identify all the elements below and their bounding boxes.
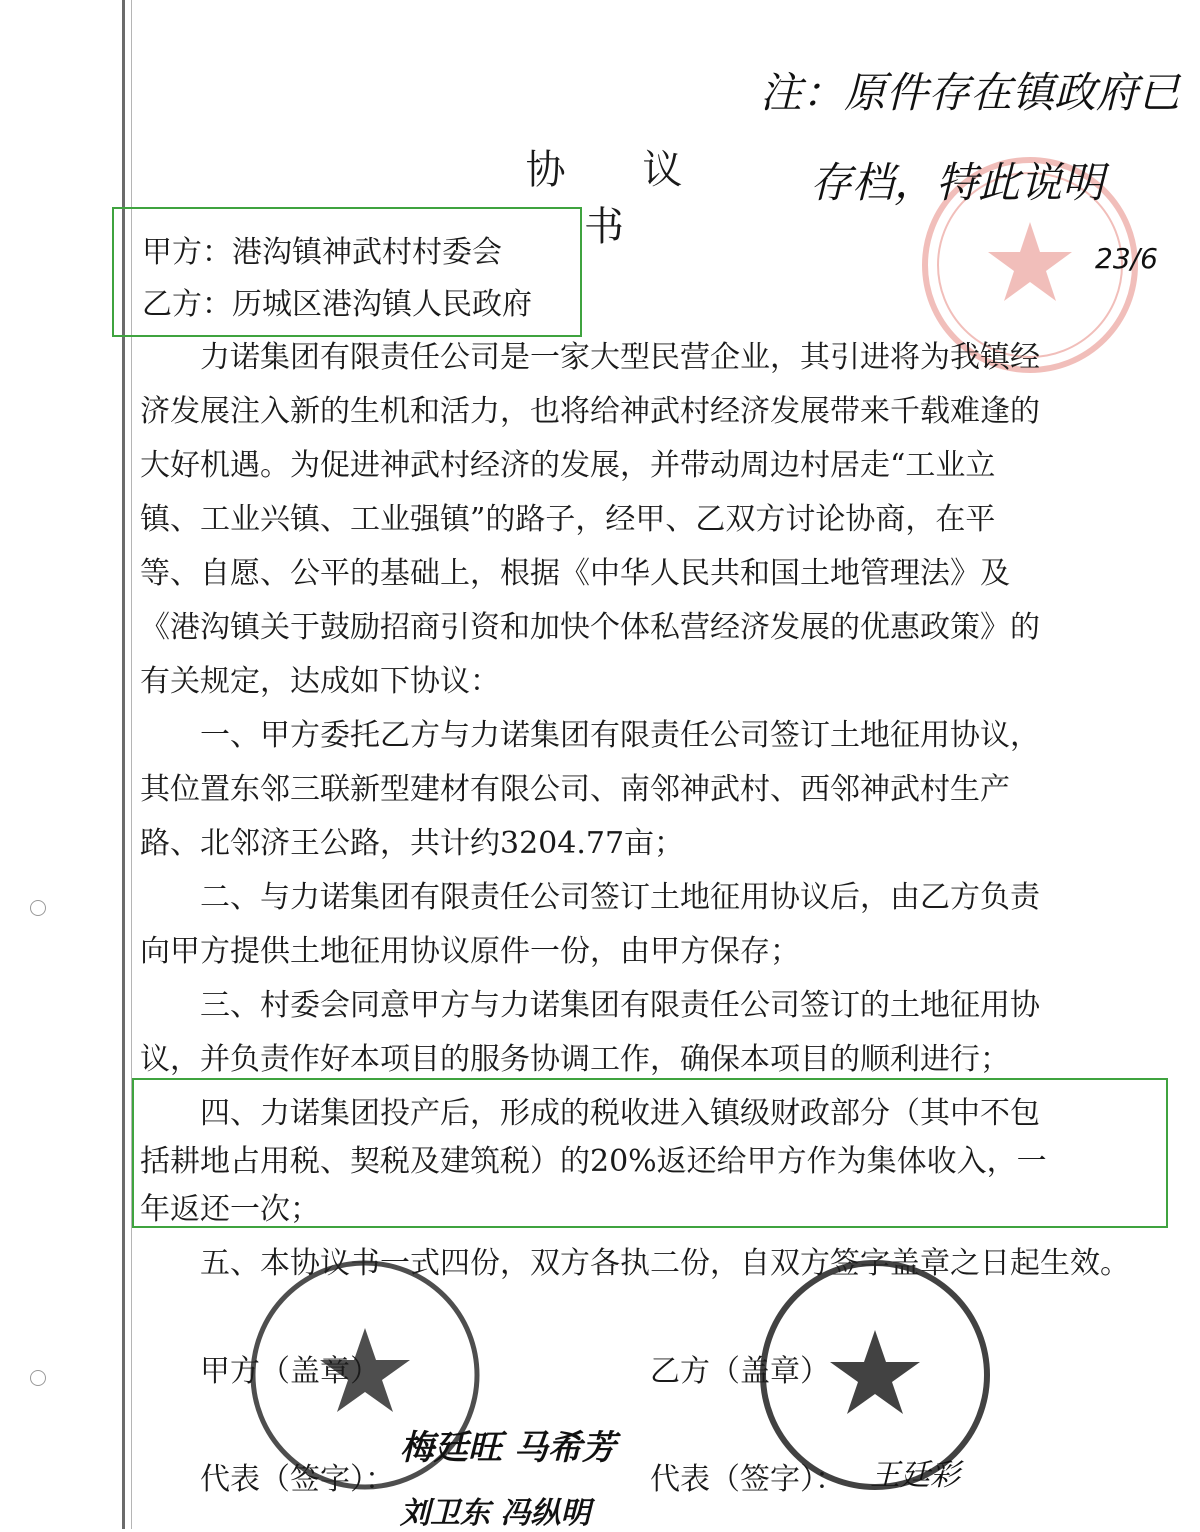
clause-1-cont: 其位置东邻三联新型建材有限公司、南邻神武村、西邻神武村生产 bbox=[140, 772, 1010, 807]
representative-a: 代表（签字）： bbox=[200, 1462, 395, 1497]
clause-3-cont: 议，并负责作好本项目的服务协调工作，确保本项目的顺利进行； bbox=[140, 1042, 1010, 1077]
party-b: 乙方：历城区港沟镇人民政府 bbox=[142, 287, 532, 322]
body-line: 镇、工业兴镇、工业强镇”的路子，经甲、乙双方讨论协商，在平 bbox=[140, 502, 996, 537]
clause-2: 二、与力诺集团有限责任公司签订土地征用协议后，由乙方负责 bbox=[200, 880, 1040, 915]
punch-hole bbox=[30, 1370, 46, 1386]
clause-5: 五、本协议书一式四份，双方各执二份，自双方签字盖章之日起生效。 bbox=[200, 1246, 1130, 1281]
punch-hole bbox=[30, 900, 46, 916]
handwritten-note-line2: 存档，特此说明 bbox=[810, 158, 1105, 207]
body-line: 济发展注入新的生机和活力，也将给神武村经济发展带来千载难逢的 bbox=[140, 394, 1040, 429]
clause-1: 一、甲方委托乙方与力诺集团有限责任公司签订土地征用协议， bbox=[200, 718, 1040, 753]
document-title: 协 议 书 bbox=[525, 147, 715, 250]
signature-b: 王廷彩 bbox=[870, 1458, 960, 1493]
handwritten-note-line1: 注：原件存在镇政府已 bbox=[760, 68, 1181, 117]
handwritten-note-date: 23/6 bbox=[1095, 242, 1158, 275]
signature-a-1: 梅廷旺 马希芳 bbox=[400, 1428, 616, 1468]
body-line: 大好机遇。为促进神武村经济的发展，并带动周边村居走“工业立 bbox=[140, 448, 996, 483]
body-line: 有关规定，达成如下协议： bbox=[140, 664, 500, 699]
representative-b: 代表（签字）： bbox=[650, 1462, 845, 1497]
body-line: 《港沟镇关于鼓励招商引资和加快个体私营经济发展的优惠政策》的 bbox=[140, 610, 1040, 645]
signature-a-2: 刘卫东 冯纵明 bbox=[400, 1496, 591, 1531]
sign-party-a: 甲方（盖章） bbox=[200, 1354, 380, 1389]
body-line: 等、自愿、公平的基础上，根据《中华人民共和国土地管理法》及 bbox=[140, 556, 1010, 591]
clause-1-cont: 路、北邻济王公路，共计约3204.77亩； bbox=[140, 826, 685, 861]
clause-4: 四、力诺集团投产后，形成的税收进入镇级财政部分（其中不包 bbox=[200, 1096, 1040, 1131]
clause-4-cont: 括耕地占用税、契税及建筑税）的20%返还给甲方作为集体收入，一 bbox=[140, 1144, 1047, 1179]
clause-4-cont: 年返还一次； bbox=[140, 1192, 320, 1227]
body-line: 力诺集团有限责任公司是一家大型民营企业，其引进将为我镇经 bbox=[200, 340, 1040, 375]
sign-party-b: 乙方（盖章） bbox=[650, 1354, 830, 1389]
clause-3: 三、村委会同意甲方与力诺集团有限责任公司签订的土地征用协 bbox=[200, 988, 1040, 1023]
clause-2-cont: 向甲方提供土地征用协议原件一份，由甲方保存； bbox=[140, 934, 800, 969]
party-a: 甲方：港沟镇神武村村委会 bbox=[142, 235, 502, 270]
